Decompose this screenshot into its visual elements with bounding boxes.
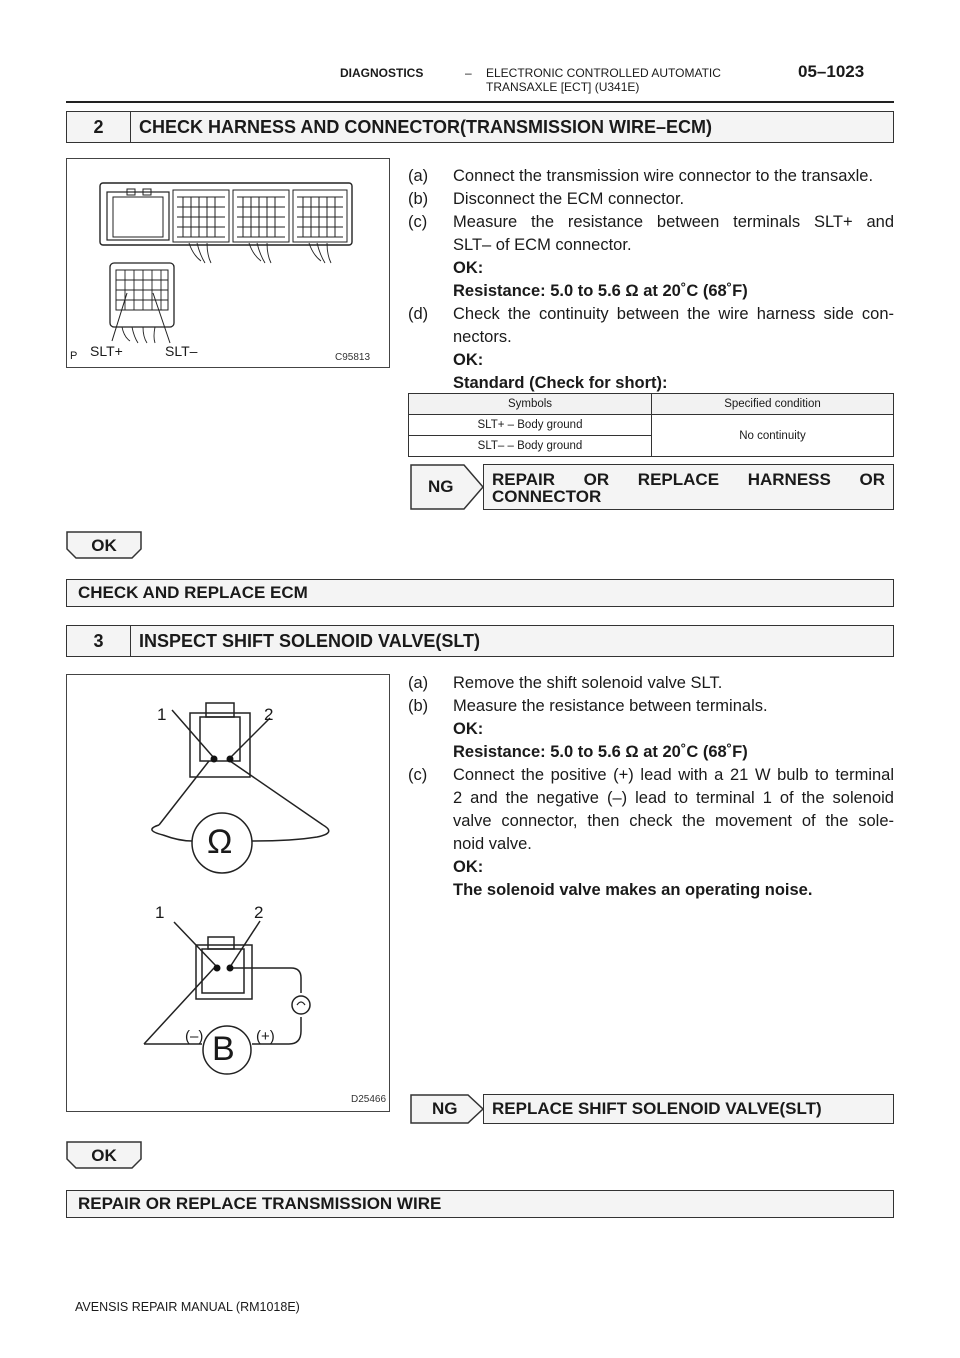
terminal-2-label: 2 — [264, 705, 274, 724]
figure-code: D25466 — [351, 1094, 387, 1105]
header-title-line2: TRANSAXLE [ECT] (U341E) — [486, 80, 640, 94]
instruction-label: (a) — [408, 167, 429, 185]
step-2-number: 2 — [67, 112, 131, 142]
ng-label: NG — [428, 477, 454, 496]
table-cell-symbol: SLT+ – Body ground — [409, 415, 652, 436]
label-slt-plus: SLT+ — [90, 343, 123, 359]
step-3-ng-branch — [410, 1094, 894, 1124]
table-header-condition: Specified condition — [652, 394, 894, 415]
table-cell-condition: No continuity — [652, 415, 894, 457]
ng-result — [483, 464, 894, 510]
ng-result-text-1: REPAIR OR REPLACE HARNESS OR — [492, 470, 885, 489]
figure-corner-mark: P — [70, 350, 78, 362]
table-row — [409, 415, 894, 436]
instruction-text: Measure the resistance between terminals. — [453, 697, 768, 715]
instruction-label: (a) — [408, 674, 429, 692]
instruction-text: Measure the resistance between terminals SLT+ and — [453, 213, 894, 231]
ok-resistance-value: Resistance: 5.0 to 5.6 Ω at 20˚C (68˚F) — [453, 282, 748, 300]
header-title-line1: ELECTRONIC CONTROLLED AUTOMATIC — [486, 66, 721, 80]
instruction-text-cont: nectors. — [453, 328, 512, 346]
step-2-header — [66, 111, 894, 143]
step-3-header — [66, 625, 894, 657]
ok-label: OK: — [453, 259, 484, 277]
page-number: 05–1023 — [798, 62, 865, 81]
ng-arrow — [410, 1094, 484, 1124]
instruction-text-cont: noid valve. — [453, 835, 532, 853]
instruction-c — [408, 764, 894, 787]
instruction-text: Remove the shift solenoid valve SLT. — [453, 674, 723, 692]
footer-manual-id: AVENSIS REPAIR MANUAL (RM1018E) — [75, 1300, 300, 1314]
header-section: DIAGNOSTICS — [340, 66, 424, 80]
instruction-label: (c) — [408, 213, 428, 231]
figure-code: C95813 — [335, 352, 371, 363]
check-replace-ecm-box: CHECK AND REPLACE ECM — [66, 579, 894, 607]
instruction-text-cont: 2 and the negative (–) lead to terminal 1 of the solenoid — [453, 789, 894, 807]
ok-label: OK: — [453, 351, 484, 369]
table-cell-symbol: SLT– – Body ground — [409, 436, 652, 457]
step-2-title: CHECK HARNESS AND CONNECTOR(TRANSMISSION WIRE–ECM) — [139, 116, 713, 137]
ok-label: OK — [91, 536, 117, 555]
terminal-2-label-lower: 2 — [254, 903, 264, 922]
instruction-text: Disconnect the ECM connector. — [453, 190, 685, 208]
ng-result: REPLACE SHIFT SOLENOID VALVE(SLT) — [483, 1094, 894, 1124]
instruction-a — [408, 672, 894, 695]
ecm-connector-illustration — [66, 158, 390, 368]
ok-operating-noise: The solenoid valve makes an operating noise. — [453, 881, 813, 899]
ok-standard-value: Standard (Check for short): — [453, 374, 668, 392]
header-dash: – — [465, 66, 472, 80]
ng-result-line1 — [492, 471, 885, 488]
terminal-1-label: 1 — [157, 705, 167, 724]
ok-label: OK — [91, 1146, 117, 1165]
ohmmeter-symbol: Ω — [207, 823, 233, 861]
header-divider — [66, 101, 894, 103]
ok-label: OK: — [453, 720, 484, 738]
ng-arrow — [410, 464, 484, 510]
ng-label: NG — [432, 1099, 458, 1118]
instruction-text: Check the continuity between the wire harness side con- — [453, 305, 894, 323]
repair-replace-wire-box: REPAIR OR REPLACE TRANSMISSION WIRE — [66, 1190, 894, 1218]
instruction-label: (b) — [408, 697, 429, 715]
instruction-b — [408, 188, 894, 211]
instruction-label: (b) — [408, 190, 429, 208]
table-header-row — [409, 394, 894, 415]
step-3-ok-tab — [66, 1141, 142, 1169]
terminal-1-label-lower: 1 — [155, 903, 165, 922]
instruction-label: (d) — [408, 305, 429, 323]
step-3-instructions — [408, 672, 894, 902]
ok-label: OK: — [453, 858, 484, 876]
step-2-instructions — [408, 165, 894, 395]
instruction-text: Connect the transmission wire connector to the transaxle. — [453, 167, 874, 185]
instruction-text-cont: SLT– of ECM connector. — [453, 236, 632, 254]
step-2-ok-tab — [66, 531, 142, 559]
ng-result-line2: CONNECTOR — [492, 487, 602, 506]
continuity-spec-table — [408, 393, 894, 457]
ok-resistance-value: Resistance: 5.0 to 5.6 Ω at 20˚C (68˚F) — [453, 743, 748, 761]
instruction-d — [408, 303, 894, 326]
label-slt-minus: SLT– — [165, 343, 198, 359]
positive-lead-label: (+) — [256, 1028, 275, 1045]
table-header-symbols: Symbols — [409, 394, 652, 415]
instruction-c — [408, 211, 894, 234]
instruction-text-cont: valve connector, then check the movement of the sole- — [453, 812, 894, 830]
step-3-number: 3 — [67, 626, 131, 656]
instruction-label: (c) — [408, 766, 428, 784]
step-2-ng-branch — [410, 464, 894, 510]
instruction-a — [408, 165, 894, 188]
instruction-text: Connect the positive (+) lead with a 21 W bulb to terminal — [453, 766, 894, 784]
ecm-connector-drawing — [67, 159, 388, 366]
negative-lead-label: (–) — [185, 1028, 204, 1045]
solenoid-test-illustration — [66, 674, 390, 1112]
step-3-title: INSPECT SHIFT SOLENOID VALVE(SLT) — [139, 630, 481, 651]
battery-symbol: B — [212, 1030, 235, 1068]
instruction-b — [408, 695, 894, 718]
header-title — [486, 66, 721, 94]
